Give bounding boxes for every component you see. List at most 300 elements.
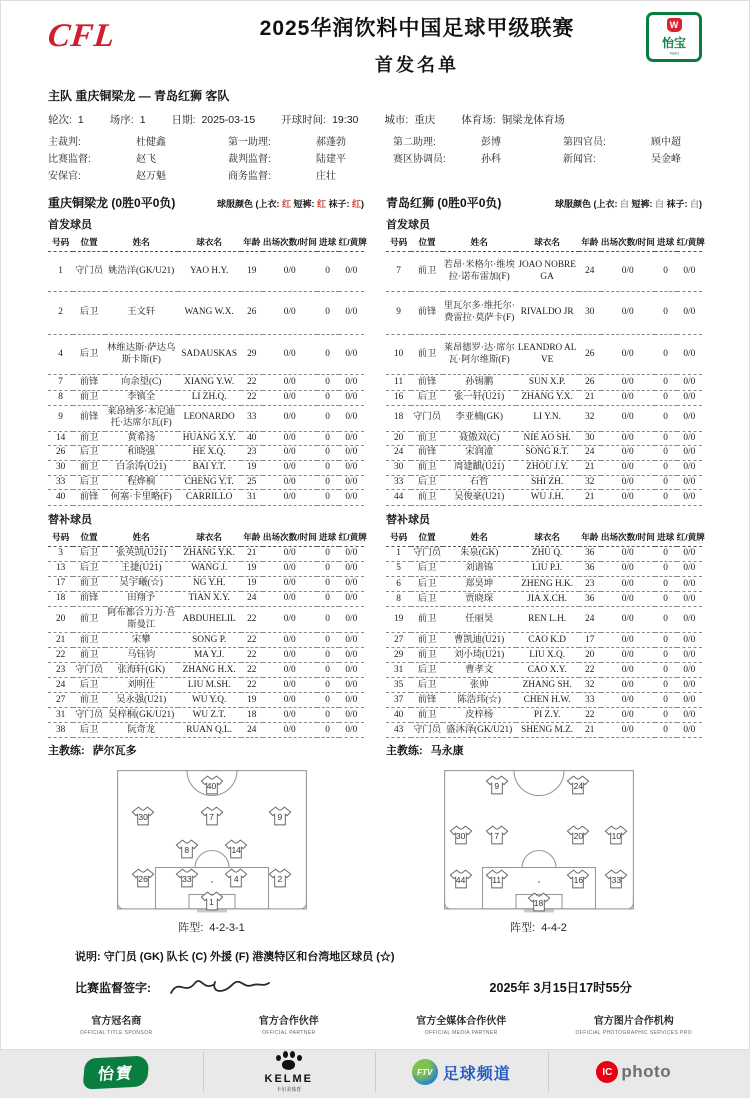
roster-header-row [48, 529, 364, 547]
player-cell: 后卫 [73, 292, 105, 335]
player-cell: SADAUSKAS [178, 335, 241, 375]
player-cell: 26 [579, 375, 601, 391]
player-row [386, 723, 702, 738]
player-row [48, 562, 364, 577]
player-cell: 吴永强(U21) [105, 693, 178, 708]
player-cell: 0/0 [339, 648, 364, 663]
player-cell: 0/0 [263, 391, 317, 406]
player-row [48, 708, 364, 723]
player-row [48, 461, 364, 476]
player-cell: 0/0 [677, 252, 702, 292]
player-row [386, 460, 702, 475]
player-cell: 0/0 [677, 475, 702, 490]
formation-jersey [527, 892, 550, 912]
player-cell: 19 [241, 562, 263, 577]
match-info-item [172, 112, 256, 127]
player-cell: 前锋 [73, 490, 105, 506]
column-header: 年龄 [241, 529, 263, 547]
column-header: 球衣名 [516, 529, 579, 547]
player-cell: ZHANG SH. [516, 678, 579, 693]
player-cell: 0/0 [263, 663, 317, 678]
team-header-row [0, 185, 750, 211]
player-cell: LEONARDO [178, 405, 241, 431]
player-cell: 23 [241, 446, 263, 461]
jersey-number: 16 [573, 875, 584, 886]
player-cell: 3 [48, 547, 73, 562]
player-cell: WU Z.T. [178, 708, 241, 723]
player-row [48, 490, 364, 506]
player-cell: 0 [655, 490, 677, 506]
jersey-number: 33 [611, 875, 622, 886]
player-cell: 31 [386, 663, 411, 678]
player-cell: 0/0 [601, 607, 655, 633]
column-header: 红/黄牌 [339, 529, 364, 547]
match-info-value: 铜梁龙体育场 [501, 114, 565, 126]
player-cell: 盛沐泽(GK/U21) [443, 723, 516, 738]
player-cell: 前卫 [411, 490, 443, 506]
player-cell: 31 [48, 708, 73, 723]
player-cell: 19 [241, 252, 263, 292]
player-cell: 后卫 [73, 475, 105, 490]
player-cell: 前卫 [73, 633, 105, 648]
signoff-row [0, 974, 750, 1000]
player-cell: ZHOU J.Y. [516, 460, 579, 475]
column-header: 位置 [73, 234, 105, 252]
player-cell: 阿布都合力力·吾斯曼江 [105, 607, 178, 633]
player-cell: 张英凯(U21) [105, 547, 178, 562]
player-cell: 0 [317, 446, 339, 461]
player-cell: 36 [579, 592, 601, 607]
player-row [386, 446, 702, 461]
player-cell: 21 [241, 547, 263, 562]
official-name: 吴金峰 [651, 154, 681, 165]
home-team-name: 重庆铜梁龙 (0胜0平0负) [48, 196, 176, 210]
player-cell: 前卫 [73, 607, 105, 633]
player-cell: 16 [386, 391, 411, 406]
player-cell: 后卫 [73, 562, 105, 577]
official-name: 庄壮 [316, 171, 336, 182]
column-header: 红/黄牌 [677, 234, 702, 252]
player-cell: 0/0 [263, 335, 317, 375]
player-cell: 孙锡鹏 [443, 375, 516, 391]
player-cell: 1 [48, 252, 73, 292]
player-cell: 0 [317, 648, 339, 663]
player-cell: 26 [579, 335, 601, 375]
formation-jersey [225, 839, 248, 859]
player-cell: 0/0 [263, 405, 317, 431]
column-header: 号码 [48, 234, 73, 252]
column-header: 姓名 [443, 234, 516, 252]
player-cell: 32 [579, 678, 601, 693]
player-cell: 22 [579, 663, 601, 678]
player-cell: 9 [386, 292, 411, 335]
jersey-number: 20 [573, 830, 584, 841]
player-cell: ZHU Q. [516, 547, 579, 562]
player-cell: 0/0 [263, 461, 317, 476]
roster-header-row [48, 234, 364, 252]
player-cell: 0 [655, 375, 677, 391]
player-cell: 0/0 [677, 607, 702, 633]
player-cell: 2 [48, 292, 73, 335]
yibao-logo: 怡寶 [83, 1055, 150, 1089]
column-header: 红/黄牌 [677, 529, 702, 547]
player-cell: 0 [317, 431, 339, 446]
player-cell: 5 [386, 562, 411, 577]
kit-color-value: 红 [281, 199, 291, 209]
player-row [386, 577, 702, 592]
sponsor-title-cell [30, 1012, 203, 1036]
official-item [563, 134, 702, 151]
player-cell: 40 [386, 708, 411, 723]
match-info-value: 2025-03-15 [201, 114, 256, 126]
player-cell: 前锋 [73, 405, 105, 431]
player-cell: 24 [48, 678, 73, 693]
player-cell: 29 [241, 335, 263, 375]
player-row [48, 723, 364, 738]
player-cell: 后卫 [411, 663, 443, 678]
player-cell: 0/0 [601, 663, 655, 678]
player-cell: 0/0 [677, 648, 702, 663]
player-cell: 0/0 [677, 405, 702, 431]
player-cell: 前卫 [411, 633, 443, 648]
player-cell: 王捷(U21) [105, 562, 178, 577]
player-cell: 前卫 [73, 431, 105, 446]
sponsor-title: 官方全媒体合作伙伴 [416, 1016, 507, 1028]
player-cell: 周建麒(U21) [443, 460, 516, 475]
icphoto-logo [596, 1061, 671, 1083]
player-cell: 前卫 [411, 607, 443, 633]
player-cell: 0 [317, 708, 339, 723]
player-cell: BAI Y.T. [178, 461, 241, 476]
officials-block [0, 134, 750, 185]
player-cell: 0/0 [263, 446, 317, 461]
player-cell: 23 [48, 663, 73, 678]
player-cell: XIANG Y.W. [178, 375, 241, 391]
player-cell: 0 [655, 292, 677, 335]
home-pitch [117, 770, 307, 913]
player-cell: 0/0 [601, 252, 655, 292]
player-cell: 22 [241, 648, 263, 663]
official-role: 裁判监督: [228, 154, 271, 165]
player-cell: 后卫 [73, 723, 105, 738]
roster-body [386, 547, 702, 738]
player-row [48, 446, 364, 461]
column-header: 姓名 [105, 234, 178, 252]
player-cell: 0/0 [601, 375, 655, 391]
column-header: 出场次数/时间 [601, 529, 655, 547]
formation-jersey [200, 891, 223, 911]
player-cell: 0/0 [263, 693, 317, 708]
player-row [386, 547, 702, 562]
column-header: 年龄 [579, 529, 601, 547]
player-cell: 0/0 [601, 577, 655, 592]
player-cell: 0 [317, 490, 339, 506]
player-cell: 0/0 [601, 405, 655, 431]
player-cell: 43 [386, 723, 411, 738]
player-cell: 0 [655, 547, 677, 562]
player-cell: 0/0 [677, 592, 702, 607]
column-header: 年龄 [241, 234, 263, 252]
player-row [386, 592, 702, 607]
player-cell: 张帅 [443, 678, 516, 693]
kit-color-value: 白 [619, 199, 629, 209]
player-cell: WANG W.X. [178, 292, 241, 335]
roster-header [48, 529, 367, 547]
icphoto-wordmark: photo [621, 1062, 672, 1082]
roster-header-row [386, 234, 702, 252]
column-header: 出场次数/时间 [263, 529, 317, 547]
player-cell: 22 [241, 375, 263, 391]
player-cell: 0 [655, 335, 677, 375]
player-cell: 程烨桐 [105, 475, 178, 490]
player-cell: 0/0 [601, 460, 655, 475]
official-name: 陆建平 [316, 154, 346, 165]
player-row [48, 547, 364, 562]
player-cell: MA Y.J. [178, 648, 241, 663]
player-cell: 0/0 [339, 723, 364, 738]
player-cell: 0/0 [263, 490, 317, 506]
player-row [48, 405, 364, 431]
player-cell: LI Y.N. [516, 405, 579, 431]
player-cell: 0/0 [339, 252, 364, 292]
player-cell: 田翔予 [105, 592, 178, 607]
home-starters-table [48, 234, 367, 506]
sponsor-logo-cell [203, 1046, 376, 1098]
formation-jersey [485, 775, 508, 795]
player-row [386, 633, 702, 648]
player-cell: 0/0 [263, 562, 317, 577]
player-cell: 24 [579, 607, 601, 633]
player-cell: LIU P.J. [516, 562, 579, 577]
player-cell: 21 [579, 723, 601, 738]
page-subtitle: 首发名单 [375, 55, 459, 75]
player-cell: 22 [241, 391, 263, 406]
legend-note: 说明: 守门员 (GK) 队长 (C) 外援 (F) 港澳特区和台湾地区球员 (☆) [75, 951, 395, 964]
player-cell: 33 [241, 405, 263, 431]
player-cell: 33 [386, 475, 411, 490]
player-cell: 0/0 [339, 547, 364, 562]
player-cell: 前卫 [73, 391, 105, 406]
sponsor-subtitle: OFFICIAL TITLE SPONSOR [80, 1030, 153, 1037]
header [0, 10, 750, 77]
sponsor-title-cell [203, 1012, 376, 1036]
player-cell: TIAN X.Y. [178, 592, 241, 607]
player-cell: 0/0 [263, 292, 317, 335]
player-cell: SHI ZH. [516, 475, 579, 490]
match-info-value: 1 [139, 114, 146, 126]
player-cell: 0/0 [263, 678, 317, 693]
roster-header [48, 234, 367, 252]
player-cell: 0/0 [677, 547, 702, 562]
player-cell: 前锋 [73, 592, 105, 607]
official-item [48, 151, 228, 168]
player-cell: ZHANG Y.K. [178, 547, 241, 562]
player-cell: 后卫 [411, 391, 443, 406]
player-cell: SONG R.T. [516, 446, 579, 461]
title-block [188, 12, 646, 77]
player-cell: 前卫 [411, 708, 443, 723]
player-cell: 前卫 [73, 648, 105, 663]
player-cell: 0/0 [339, 607, 364, 633]
column-header: 号码 [386, 529, 411, 547]
ftv-wordmark: 足球频道 [442, 1065, 511, 1083]
player-cell: 26 [48, 446, 73, 461]
player-cell: 吴宇曦(☆) [105, 577, 178, 592]
player-cell: 守门员 [73, 252, 105, 292]
player-cell: 0 [655, 663, 677, 678]
player-cell: 37 [386, 693, 411, 708]
player-cell: 0/0 [339, 375, 364, 391]
match-info-label: 体育场: [461, 114, 496, 126]
player-cell: 后卫 [73, 446, 105, 461]
player-cell: 0/0 [601, 431, 655, 446]
player-cell: 0/0 [677, 391, 702, 406]
player-row [386, 562, 702, 577]
player-cell: 0/0 [339, 335, 364, 375]
player-cell: 0 [317, 633, 339, 648]
player-cell: 0/0 [339, 475, 364, 490]
player-row [48, 391, 364, 406]
player-cell: 阮奇龙 [105, 723, 178, 738]
player-cell: 0/0 [263, 431, 317, 446]
official-role: 比赛监督: [48, 154, 91, 165]
player-cell: 17 [579, 633, 601, 648]
formation-jersey [449, 825, 472, 845]
match-info-item [110, 112, 146, 127]
player-cell: 0 [655, 592, 677, 607]
player-cell: 30 [579, 292, 601, 335]
yibao-sponsor-badge [646, 12, 702, 62]
player-cell: 后卫 [73, 547, 105, 562]
player-cell: 36 [579, 547, 601, 562]
player-cell: ZHANG Y.X. [516, 391, 579, 406]
kit-color-value: 红 [351, 199, 361, 209]
player-row [386, 391, 702, 406]
player-cell: 0/0 [263, 547, 317, 562]
home-team-header [48, 194, 364, 211]
player-cell: 24 [241, 592, 263, 607]
player-row [48, 577, 364, 592]
signoff-datetime: 2025年 3月15日17时55分 [489, 981, 632, 996]
player-row [48, 648, 364, 663]
player-cell: LEANDRO ALVE [516, 335, 579, 375]
sponsor-logo-cell [548, 1046, 721, 1098]
player-cell: 0/0 [263, 723, 317, 738]
player-cell: 0/0 [601, 592, 655, 607]
column-header: 位置 [411, 234, 443, 252]
player-cell: 0 [655, 252, 677, 292]
player-cell: 0/0 [677, 375, 702, 391]
player-cell: 0/0 [677, 708, 702, 723]
player-cell: NIE AO SH. [516, 431, 579, 446]
jersey-number: 10 [611, 830, 622, 841]
player-cell: 0 [655, 693, 677, 708]
column-header: 姓名 [443, 529, 516, 547]
player-cell: 守门员 [73, 708, 105, 723]
player-cell: 莱昂纳多·本尼迪托·达席尔瓦(F) [105, 405, 178, 431]
home-starters-label: 首发球员 [48, 219, 92, 231]
player-cell: 0/0 [677, 490, 702, 506]
player-cell: CAO X.Y. [516, 663, 579, 678]
player-row [386, 335, 702, 375]
player-cell: 19 [241, 577, 263, 592]
player-row [48, 678, 364, 693]
player-cell: 0/0 [263, 592, 317, 607]
player-cell: 王文轩 [105, 292, 178, 335]
player-cell: 0/0 [601, 475, 655, 490]
jersey-number: 8 [184, 845, 190, 856]
player-cell: WU J.H. [516, 490, 579, 506]
yibao-shield-icon: W [667, 18, 682, 32]
formation-jersey [268, 806, 291, 826]
official-item [393, 151, 563, 168]
player-cell: 0/0 [339, 592, 364, 607]
player-cell: 前卫 [73, 461, 105, 476]
player-cell: 0/0 [677, 335, 702, 375]
player-cell: 后卫 [411, 678, 443, 693]
player-row [386, 678, 702, 693]
kelme-caption: 卡尔美体育 [276, 1087, 302, 1094]
player-cell: CHENG Y.T. [178, 475, 241, 490]
player-cell: 后卫 [411, 475, 443, 490]
starters-label-row [0, 211, 750, 232]
official-role: 第二助理: [393, 137, 436, 148]
official-role: 安保官: [48, 171, 81, 182]
player-row [386, 431, 702, 446]
column-header: 出场次数/时间 [263, 234, 317, 252]
player-row [386, 607, 702, 633]
player-cell: 0/0 [601, 391, 655, 406]
player-cell: 0 [317, 607, 339, 633]
player-cell: 0/0 [339, 292, 364, 335]
player-cell: 9 [48, 405, 73, 431]
column-header: 球衣名 [178, 529, 241, 547]
player-cell: 宋攀 [105, 633, 178, 648]
player-cell: 24 [241, 723, 263, 738]
sponsor-subtitle: OFFICIAL PHOTOGRAPHIC SERVICES PRO [575, 1030, 693, 1037]
page-title: 2025华润饮料中国足球甲级联赛 [259, 17, 575, 40]
player-cell: 22 [241, 633, 263, 648]
formation-jersey [132, 806, 155, 826]
player-cell: 29 [386, 648, 411, 663]
player-cell: 32 [579, 405, 601, 431]
player-cell: 24 [386, 446, 411, 461]
player-cell: 7 [386, 252, 411, 292]
player-cell: 11 [386, 375, 411, 391]
away-kit-colors: 球服颜色 (上衣: 白 短裤: 白 袜子: 白) [554, 199, 702, 209]
player-cell: 0/0 [339, 562, 364, 577]
match-info-item [48, 112, 84, 127]
player-row [386, 252, 702, 292]
match-info-label: 场序: [109, 114, 134, 126]
player-row [386, 490, 702, 506]
player-cell: 0 [655, 562, 677, 577]
jersey-number: 14 [231, 845, 241, 856]
player-cell: 姚浩洋(GK/U21) [105, 252, 178, 292]
player-cell: 18 [48, 592, 73, 607]
player-cell: 0 [655, 446, 677, 461]
starters-tables [0, 234, 750, 506]
player-cell: 21 [579, 391, 601, 406]
player-cell: 30 [579, 431, 601, 446]
player-cell: 马钰钧 [105, 648, 178, 663]
sponsor-logo-cell [375, 1046, 548, 1098]
player-cell: 0 [317, 252, 339, 292]
formation-diagrams [0, 770, 750, 935]
player-cell: 40 [241, 431, 263, 446]
player-cell: 前卫 [411, 460, 443, 475]
player-cell: ZHANG H.X. [178, 663, 241, 678]
